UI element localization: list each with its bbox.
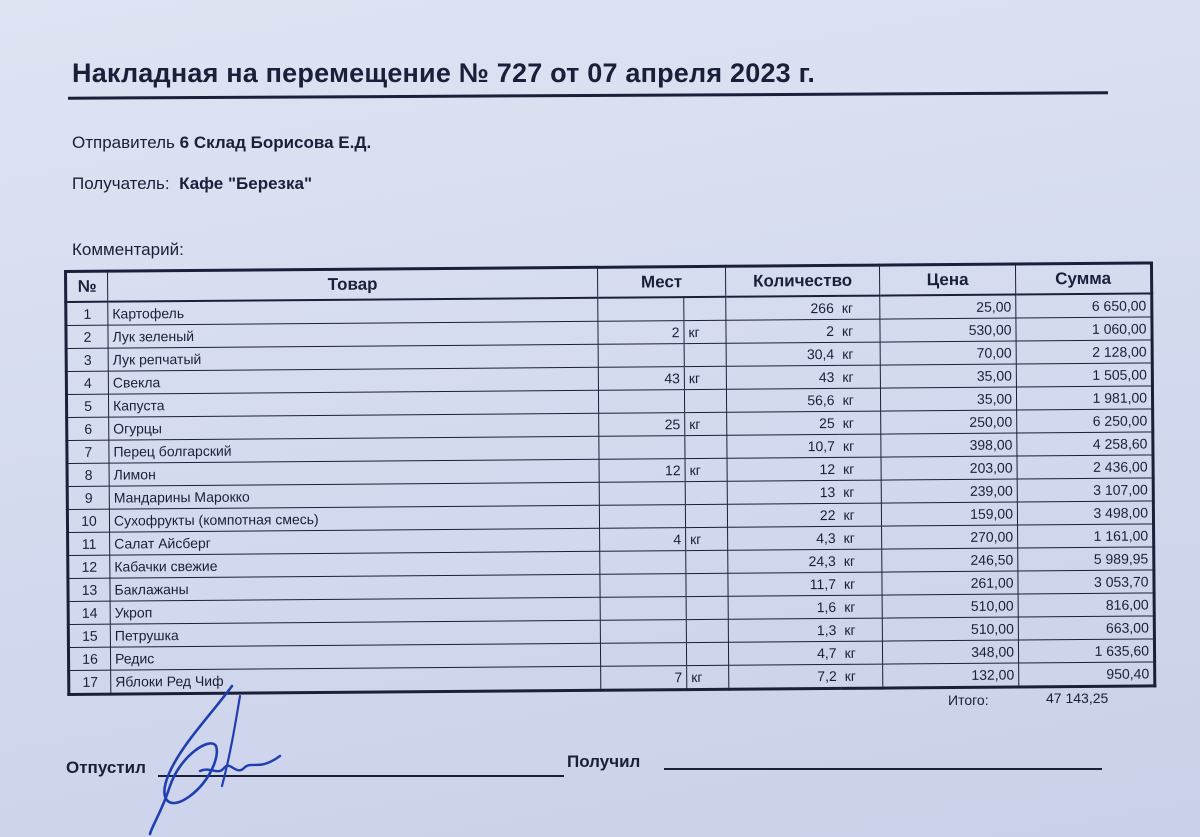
item-name: Лук зеленый bbox=[108, 321, 598, 348]
row-number: 3 bbox=[66, 348, 108, 371]
quantity-value: 25 bbox=[727, 411, 839, 435]
places-unit: кг bbox=[686, 527, 728, 550]
invoice-table bbox=[64, 261, 1156, 696]
places-count bbox=[599, 436, 685, 460]
sum-value: 4 258,60 bbox=[1017, 432, 1153, 456]
quantity-value: 13 bbox=[727, 480, 839, 504]
quantity-unit: кг bbox=[840, 618, 882, 641]
row-number: 12 bbox=[68, 555, 110, 578]
item-name: Перец болгарский bbox=[109, 436, 599, 463]
item-name: Укроп bbox=[110, 597, 600, 624]
row-number: 13 bbox=[68, 578, 110, 601]
places-count bbox=[598, 390, 684, 414]
row-number: 10 bbox=[67, 509, 109, 532]
places-count bbox=[600, 597, 686, 621]
received-label: Получил bbox=[567, 752, 641, 771]
sender-line bbox=[72, 133, 371, 153]
item-name: Яблоки Ред Чиф bbox=[111, 666, 601, 694]
sum-value: 1 981,00 bbox=[1016, 386, 1152, 410]
quantity-value: 4,7 bbox=[728, 641, 840, 665]
quantity-unit: кг bbox=[840, 572, 882, 595]
places-unit bbox=[686, 596, 728, 619]
quantity-unit: кг bbox=[839, 411, 881, 434]
places-count bbox=[600, 620, 686, 644]
quantity-unit: кг bbox=[840, 595, 882, 618]
sum-value: 2 128,00 bbox=[1016, 340, 1152, 364]
quantity-value: 1,6 bbox=[728, 595, 840, 619]
quantity-value: 4,3 bbox=[728, 526, 840, 550]
places-count bbox=[600, 643, 686, 667]
price-value: 70,00 bbox=[880, 341, 1016, 365]
price-value: 159,00 bbox=[881, 502, 1017, 526]
item-name: Свекла bbox=[108, 367, 598, 394]
price-value: 25,00 bbox=[880, 295, 1016, 320]
quantity-value: 2 bbox=[726, 319, 838, 343]
sum-value: 6 250,00 bbox=[1017, 409, 1153, 433]
places-unit: кг bbox=[685, 412, 727, 435]
places-count bbox=[599, 482, 685, 506]
price-value: 250,00 bbox=[881, 410, 1017, 434]
quantity-unit: кг bbox=[838, 296, 880, 320]
places-count: 43 bbox=[598, 367, 684, 391]
places-unit bbox=[684, 389, 726, 412]
quantity-unit: кг bbox=[840, 549, 882, 572]
quantity-unit: кг bbox=[838, 388, 880, 411]
quantity-value: 30,4 bbox=[726, 342, 838, 366]
places-count bbox=[600, 551, 686, 575]
quantity-unit: кг bbox=[839, 480, 881, 503]
row-number: 2 bbox=[66, 325, 108, 348]
sum-value: 816,00 bbox=[1018, 593, 1154, 617]
price-value: 246,50 bbox=[882, 548, 1018, 572]
places-unit: кг bbox=[687, 665, 729, 689]
price-value: 510,00 bbox=[882, 617, 1018, 641]
places-count: 25 bbox=[599, 413, 685, 437]
column-header-number: № bbox=[66, 271, 108, 302]
row-number: 11 bbox=[68, 532, 110, 555]
price-value: 510,00 bbox=[882, 594, 1018, 618]
sender-label: Отправитель bbox=[72, 133, 175, 152]
sum-value: 1 635,60 bbox=[1018, 639, 1154, 663]
sum-value: 950,40 bbox=[1019, 662, 1155, 687]
column-header-price: Цена bbox=[879, 264, 1015, 296]
sum-value: 1 161,00 bbox=[1018, 524, 1154, 548]
sum-value: 3 107,00 bbox=[1017, 478, 1153, 502]
item-name: Огурцы bbox=[109, 413, 599, 440]
places-unit bbox=[686, 573, 728, 596]
quantity-value: 12 bbox=[727, 457, 839, 481]
places-unit bbox=[684, 343, 726, 366]
column-header-places: Мест bbox=[597, 266, 725, 298]
sum-value: 1 505,00 bbox=[1016, 363, 1152, 387]
quantity-value: 266 bbox=[726, 296, 838, 320]
quantity-value: 43 bbox=[726, 365, 838, 389]
places-unit: кг bbox=[685, 458, 727, 481]
item-name: Мандарины Марокко bbox=[109, 482, 599, 509]
column-header-sum: Сумма bbox=[1015, 263, 1151, 295]
document-title: Накладная на перемещение № 727 от 07 апреля 2023 г. bbox=[72, 58, 816, 88]
quantity-unit: кг bbox=[840, 641, 882, 664]
places-unit bbox=[686, 642, 728, 665]
row-number: 9 bbox=[67, 486, 109, 509]
quantity-value: 24,3 bbox=[728, 549, 840, 573]
recipient-label: Получатель: bbox=[72, 174, 170, 193]
quantity-value: 11,7 bbox=[728, 572, 840, 596]
item-name: Картофель bbox=[108, 298, 598, 325]
quantity-unit: кг bbox=[838, 365, 880, 388]
row-number: 1 bbox=[66, 302, 108, 326]
places-unit bbox=[684, 297, 726, 321]
price-value: 398,00 bbox=[881, 433, 1017, 457]
sum-value: 1 060,00 bbox=[1016, 317, 1152, 341]
price-value: 35,00 bbox=[880, 364, 1016, 388]
row-number: 14 bbox=[68, 601, 110, 624]
places-count bbox=[598, 297, 684, 321]
places-count bbox=[598, 344, 684, 368]
price-value: 132,00 bbox=[883, 663, 1019, 688]
quantity-unit: кг bbox=[839, 503, 881, 526]
price-value: 203,00 bbox=[881, 456, 1017, 480]
item-name: Сухофрукты (компотная смесь) bbox=[109, 505, 599, 532]
places-count: 7 bbox=[601, 666, 687, 691]
places-unit bbox=[686, 619, 728, 642]
comment-label: Комментарий: bbox=[72, 240, 184, 259]
item-name: Петрушка bbox=[110, 620, 600, 647]
sum-value: 3 498,00 bbox=[1017, 501, 1153, 525]
quantity-value: 1,3 bbox=[728, 618, 840, 642]
item-name: Кабачки свежие bbox=[110, 551, 600, 578]
quantity-value: 56,6 bbox=[726, 388, 838, 412]
table-body bbox=[66, 293, 1155, 694]
places-unit bbox=[686, 550, 728, 573]
price-value: 239,00 bbox=[881, 479, 1017, 503]
total-value: 47 143,25 bbox=[1046, 690, 1109, 706]
quantity-value: 10,7 bbox=[727, 434, 839, 458]
places-count: 2 bbox=[598, 321, 684, 345]
quantity-value: 7,2 bbox=[729, 664, 841, 689]
price-value: 35,00 bbox=[880, 387, 1016, 411]
sum-value: 2 436,00 bbox=[1017, 455, 1153, 479]
item-name: Редис bbox=[110, 643, 600, 670]
places-unit: кг bbox=[684, 366, 726, 389]
sum-value: 6 650,00 bbox=[1016, 293, 1152, 318]
places-count bbox=[599, 505, 685, 529]
released-label: Отпустил bbox=[66, 758, 146, 777]
row-number: 17 bbox=[69, 670, 111, 694]
row-number: 16 bbox=[68, 647, 110, 670]
price-value: 270,00 bbox=[882, 525, 1018, 549]
handwritten-signature bbox=[140, 676, 290, 836]
invoice-table-wrapper bbox=[64, 261, 1156, 696]
row-number: 4 bbox=[66, 371, 108, 394]
recipient-value: Кафе "Березка" bbox=[179, 174, 313, 193]
item-name: Салат Айсберг bbox=[110, 528, 600, 555]
row-number: 8 bbox=[67, 463, 109, 486]
places-count bbox=[600, 574, 686, 598]
places-unit bbox=[685, 435, 727, 458]
sender-value: 6 Склад Борисова Е.Д. bbox=[179, 133, 372, 152]
sum-value: 3 053,70 bbox=[1018, 570, 1154, 594]
title-underline bbox=[68, 91, 1108, 99]
total-label: Итого: bbox=[948, 692, 989, 708]
sum-value: 663,00 bbox=[1018, 616, 1154, 640]
column-header-quantity: Количество bbox=[725, 265, 879, 297]
sum-value: 5 989,95 bbox=[1018, 547, 1154, 571]
recipient-line bbox=[72, 174, 312, 194]
places-unit bbox=[685, 504, 727, 527]
row-number: 5 bbox=[66, 394, 108, 417]
column-header-item: Товар bbox=[108, 267, 598, 301]
quantity-value: 22 bbox=[727, 503, 839, 527]
row-number: 6 bbox=[67, 417, 109, 440]
row-number: 15 bbox=[68, 624, 110, 647]
places-count: 4 bbox=[600, 528, 686, 552]
places-unit bbox=[685, 481, 727, 504]
item-name: Лимон bbox=[109, 459, 599, 486]
quantity-unit: кг bbox=[838, 319, 880, 342]
row-number: 7 bbox=[67, 440, 109, 463]
quantity-unit: кг bbox=[839, 457, 881, 480]
price-value: 530,00 bbox=[880, 318, 1016, 342]
quantity-unit: кг bbox=[841, 664, 883, 688]
quantity-unit: кг bbox=[838, 342, 880, 365]
item-name: Баклажаны bbox=[110, 574, 600, 601]
places-count: 12 bbox=[599, 459, 685, 483]
price-value: 261,00 bbox=[882, 571, 1018, 595]
item-name: Капуста bbox=[108, 390, 598, 417]
received-signature-line bbox=[664, 768, 1102, 770]
quantity-unit: кг bbox=[839, 434, 881, 457]
quantity-unit: кг bbox=[840, 526, 882, 549]
item-name: Лук репчатый bbox=[108, 344, 598, 371]
price-value: 348,00 bbox=[882, 640, 1018, 664]
places-unit: кг bbox=[684, 320, 726, 343]
